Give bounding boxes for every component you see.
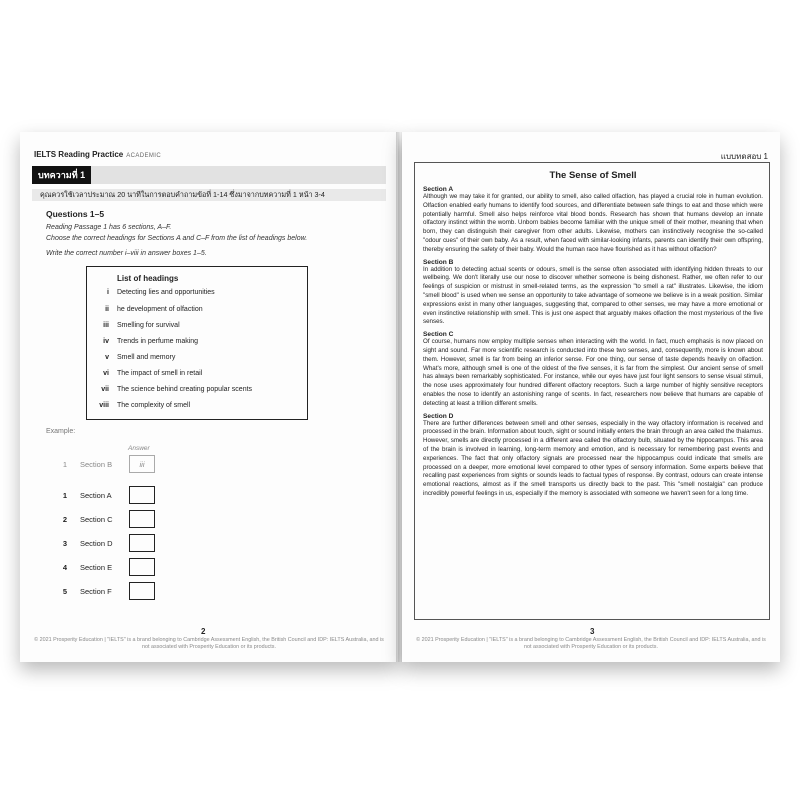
heading-text: he development of olfaction	[117, 306, 203, 313]
answer-box[interactable]	[129, 558, 155, 576]
question-section: Section E	[80, 563, 113, 572]
question-number: 4	[62, 563, 68, 572]
question-number: 1	[62, 491, 68, 500]
copyright-footer: © 2021 Prosperity Education | "IELTS" is a brand belonging to Cambridge Assessment English, the British Council and IDP: IELTS Australia, and is not associated with Prosperity Education or its products.	[34, 637, 384, 650]
heading-text: The science behind creating popular scents	[117, 386, 253, 393]
section-heading: Section B	[423, 258, 454, 266]
example-label: Example:	[46, 428, 76, 435]
passage-title: The Sense of Smell	[549, 170, 637, 181]
heading-numeral: v	[105, 354, 109, 361]
headings-list-box	[86, 266, 308, 420]
heading-text: Smell and memory	[117, 354, 176, 361]
heading-numeral: viii	[99, 402, 109, 409]
page-number: 3	[590, 627, 595, 636]
answer-row	[60, 486, 230, 506]
question-number: 3	[62, 539, 68, 548]
section-heading: Section C	[423, 331, 454, 339]
heading-text: The complexity of smell	[117, 402, 191, 409]
answer-row	[60, 534, 230, 554]
example-section: Section B	[80, 460, 113, 469]
section-heading: Section A	[423, 186, 454, 193]
instruction-line: Choose the correct headings for Sections A and C–F from the list of headings below.	[46, 235, 308, 242]
heading-text: The impact of smell in retail	[117, 370, 203, 377]
answer-row	[60, 582, 230, 602]
header-title: IELTS Reading Practice	[34, 150, 124, 159]
answer-box[interactable]	[129, 510, 155, 528]
page-header	[34, 150, 161, 159]
heading-text: Smelling for survival	[117, 322, 180, 329]
question-section: Section A	[80, 491, 112, 500]
question-number: 5	[62, 587, 68, 596]
heading-text: Trends in perfume making	[117, 338, 199, 345]
example-row	[60, 455, 230, 475]
section-paragraph: Of course, humans now employ multiple senses when interacting with the world. In fact, much emphasis is now placed on sight and sound. Far more scientific research is conducted into these two senses, and, consequently, more is known about them. However, smell is far from being an inferior sense. For one thing, our sense of taste depends heavily on olfaction. What's more, although smell is one of the oldest of the five senses, it is far from the simplest. Our ancient sense of smell has always been remarkably sophisticated. For instance, while our eyes have just four light sensors to sense visual stimuli, the nose uses approximately four hundred different olfactory receptors. Such a large number of highly sensitive receptors enables the nose to identify an astonishing range of scents. In fact, researchers now believe that humans are capable of detecting at least a trillion different smells.	[423, 338, 763, 407]
heading-numeral: ii	[105, 306, 109, 313]
heading-text: Detecting lies and opportunities	[117, 289, 215, 296]
header-subtitle: ACADEMIC	[126, 153, 162, 159]
copyright-footer: © 2021 Prosperity Education | "IELTS" is a brand belonging to Cambridge Assessment English, the British Council and IDP: IELTS Australia, and is not associated with Prosperity Education or its products.	[416, 637, 766, 650]
question-number: 2	[62, 515, 68, 524]
heading-numeral: vi	[103, 370, 109, 377]
section-paragraph: There are further differences between smell and other senses, especially in the way olfactory information is received and processed in the brain. Information about touch, sight or sound initially enters the brain through an area called the thalamus. However, smells are directly processed in a different area called the olfactory bulb, situated by the hippocampus. This area of the brain is involved in learning, long-term memory and emotion, and is necessary for remembering past events and experiences. The fact that only olfactory signals are processed near the hippocampus could indicate that smells are processed on a deeper, more emotional level compared to other types of sensory information. Some experts believe that recalling past experiences from sights or sounds leads to factual types of response. By contrast, odours can create intense emotional reactions, almost as if the smell transports us directly back to the past. This "smell nostalgia" can produce incredibly powerful feelings in us, especially if the memory is associated with someone we haven't seen for a long time.	[423, 419, 763, 497]
section-paragraph: Although we may take it for granted, our ability to smell, also called olfaction, has played a crucial role in human evolution. Olfaction enabled early humans to identify food sources, and differentiate between safe things to eat and those which were potentially harmful. Smell also helps reinforce vital blood bonds. Research has shown that humans develop an innate olfactory instinct within the womb. Unborn babies become familiar with the unique smell of their mother, meaning that when born, they can distinguish their caregiver from other adults. Likewise, mothers can instinctively recognise the so-called "odour cues" of their own baby. As a result, when faced with similar-looking infants, parents can identify their own offspring, thereby ensuring the safety of their baby. Would the human race have flourished as it has without olfaction?	[423, 193, 763, 253]
heading-numeral: iii	[103, 322, 109, 329]
questions-title: Questions 1–5	[46, 209, 105, 219]
answer-row	[60, 558, 230, 578]
question-section: Section D	[80, 539, 113, 548]
instruction-line: Reading Passage 1 has 6 sections, A–F.	[46, 224, 172, 231]
page-number: 2	[201, 627, 206, 636]
reading-passage-box	[414, 162, 770, 620]
heading-numeral: vii	[101, 386, 109, 393]
heading-numeral: i	[107, 289, 109, 296]
answer-column-label: Answer	[128, 445, 150, 452]
headings-list-title: List of headings	[117, 274, 179, 283]
answer-box[interactable]	[129, 582, 155, 600]
right-page	[402, 132, 780, 662]
heading-numeral: iv	[103, 338, 109, 345]
section-banner	[32, 166, 386, 184]
example-answer-box: iii	[129, 455, 155, 473]
question-section: Section F	[80, 587, 112, 596]
section-paragraph: In addition to detecting actual scents or odours, smell is the sense often associated with identifying hidden threats to our wellbeing. We don't literally use our nose to discover whether someone is being dishonest. Rather, we often refer to our feelings of suspicion or mistrust in smell-related terms, as the expression "to smell a rat" illustrates. Likewise, the idiom "smell blood" is used when we sense an opportunity to take advantage of someone we believe is in a weak position. Similar expressions exist in many other languages, suggesting that, compared to other senses, we may have a more emotional or even instinctive relationship with smell. This is just one aspect that arguably makes olfaction the most mysterious of the five senses.	[423, 265, 763, 326]
left-page	[20, 132, 398, 662]
answer-row	[60, 510, 230, 530]
answer-box[interactable]	[129, 534, 155, 552]
page-header: แบบทดสอบ 1	[720, 152, 768, 161]
example-number: 1	[62, 460, 68, 469]
section-heading: Section D	[423, 412, 454, 420]
instruction-line: Write the correct number i–viii in answer boxes 1–5.	[46, 250, 207, 257]
thai-instruction: คุณควรใช้เวลาประมาณ 20 นาทีในการตอบคำถามข้อที่ 1-14 ซึ่งมาจากบทความที่ 1 หน้า 3-4	[32, 189, 386, 201]
section-tag: บทความที่ 1	[32, 166, 91, 184]
question-section: Section C	[80, 515, 113, 524]
answer-box[interactable]	[129, 486, 155, 504]
